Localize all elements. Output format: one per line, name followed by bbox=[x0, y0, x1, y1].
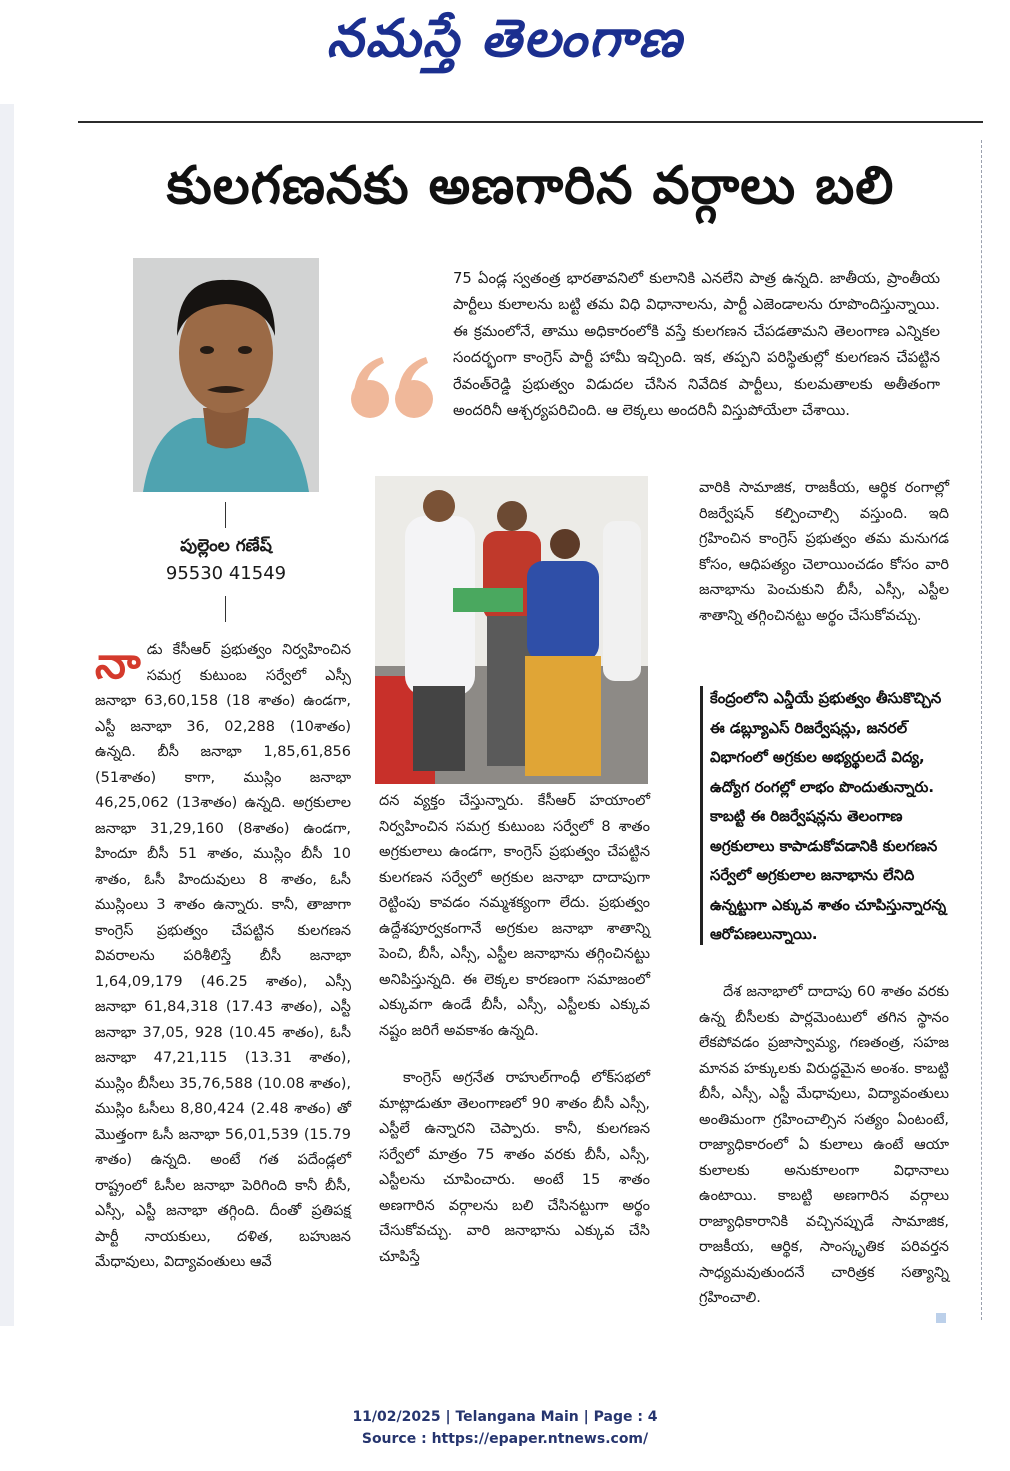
byline-rule-top bbox=[225, 502, 226, 528]
column-3-paragraph-1: వారికి సామాజిక, రాజకీయ, ఆర్థిక రంగాల్లో రిజర్వేషన్ కల్పించాల్సి వస్తుంది. ఇది గ్రహించిన కాంగ్రెస్ ప్రభుత్వం తమ మనుగడ కోసం, ఆధిపత్యం చెలాయించడం కోసం వారి జనాభాను పెంచుకుని బీసీ, ఎస్సీ, ఎస్టీల శాతాన్ని తగ్గించినట్టు అర్థం చేసుకోవచ్చు. bbox=[699, 480, 949, 624]
survey-scene-image bbox=[375, 476, 648, 784]
newspaper-masthead: నమస్తే తెలంగాణ bbox=[326, 8, 684, 69]
column-2-paragraph-1: దన వ్యక్తం చేస్తున్నారు. కేసీఆర్ హయాంలో నిర్వహించిన సమగ్ర కుటుంబ సర్వేలో 8 శాతం అగ్రకులాలు ఉండగా, కాంగ్రెస్ ప్రభుత్వం చేపట్టిన కులగణన సర్వేలో అగ్రకుల జనాభా దాదాపుగా రెట్టింపు కావడం నమ్మశక్యంగా లేదు. ప్రభుత్వం ఉద్దేశపూర్వకంగానే అగ్రకుల జనాభా శాతాన్ని పెంచి, బీసీ, ఎస్సీ, ఎస్టీల జనాభాను తగ్గించినట్టు అనిపిస్తున్నది. ఈ లెక్కల కారణంగా సమాజంలో ఎక్కువగా ఉండే బీసీ, ఎస్సీ, ఎస్టీలకు ఎక్కువ నష్టం జరిగే అవకాశం ఉన్నది. bbox=[379, 793, 650, 1039]
article-headline: కులగణనకు అణగారిన వర్గాలు బలి bbox=[166, 156, 895, 216]
article-column-1 bbox=[95, 638, 351, 1276]
pull-quote: కేంద్రంలోని ఎన్డీయే ప్రభుత్వం తీసుకొచ్చిన ఈ డబ్ల్యూఎస్ రిజర్వేషన్లు, జనరల్ విభాగంలో అగ్రకుల అభ్యర్థులదే విద్య, ఉద్యోగ రంగల్లో లాభం పొందుతున్నారు. కాబట్టి ఈ రిజర్వేషన్లను తెలంగాణ అగ్రకులాలు కాపాడుకోవడానికి కులగణన సర్వేలో అగ్రకులాల జనాభాను లేనిది ఉన్నట్టుగా ఎక్కువ శాతం చూపిస్తున్నారన్న ఆరోపణలున్నాయి. bbox=[710, 690, 947, 943]
article-column-3-top bbox=[699, 476, 949, 629]
drop-cap: నా bbox=[95, 638, 141, 689]
article-column-2 bbox=[379, 789, 650, 1270]
author-photo bbox=[133, 258, 319, 492]
author-name: పుల్లెంల గణేష్ bbox=[180, 536, 272, 556]
byline-rule-bottom bbox=[225, 596, 226, 622]
author-phone: 95530 41549 bbox=[165, 563, 287, 584]
column-2-paragraph-2: కాంగ్రెస్ అగ్రనేత రాహుల్‌గాంధీ లోక్‌సభలో మాట్లాడుతూ తెలంగాణలో 90 శాతం బీసీ ఎస్సీ, ఎస్టీలే ఉన్నారని చెప్పారు. కానీ, కులగణన సర్వేలో మాత్రం 75 శాతం వరకు బీసీ, ఎస్సీ, ఎస్టీలను చూపించారు. అంటే 15 శాతం అణగారిన వర్గాలను బలి చేసినట్టుగా అర్థం చేసుకోవచ్చు. వారి జనాభాను ఎక్కువ చేసి చూపిస్తే bbox=[379, 1070, 650, 1265]
page-footer bbox=[0, 1406, 1010, 1450]
article-column-3-bottom bbox=[699, 980, 949, 1312]
column-guide-line bbox=[981, 140, 983, 1320]
column-1-paragraph bbox=[95, 638, 351, 1276]
author-byline bbox=[133, 502, 319, 588]
article-end-mark bbox=[936, 1313, 946, 1323]
column-3-paragraph-2: దేశ జనాభాలో దాదాపు 60 శాతం వరకు ఉన్న బీసీలకు పార్లమెంటులో తగిన స్థానం లేకపోవడం ప్రజాస్వామ్య, గణతంత్ర, సహజ మానవ హక్కులకు విరుద్ధమైన అంశం. కాబట్టి బీసీ, ఎస్సీ, ఎస్టీ మేధావులు, విద్యావంతులు అంతిమంగా గ్రహించాల్సిన సత్యం ఏంటంటే, రాజ్యాధికారంలో ఏ కులాలు ఉంటే ఆయా కులాలకు అనుకూలంగా విధానాలు ఉంటాయి. కాబట్టి అణగారిన వర్గాలు రాజ్యాధికారానికి వచ్చినప్పుడే సామాజిక, రాజకీయ, ఆర్థిక, సాంస్కృతిక పరివర్తన సాధ్యమవుతుందనే చారిత్రక సత్యాన్ని గ్రహించాలి. bbox=[699, 984, 949, 1306]
footer-source-link[interactable]: Source : https://epaper.ntnews.com/ bbox=[361, 1431, 649, 1447]
footer-edition-info: 11/02/2025 | Telangana Main | Page : 4 bbox=[352, 1409, 658, 1425]
article-intro bbox=[453, 266, 940, 424]
page-edge-strip bbox=[0, 104, 14, 1326]
survey-field-photo bbox=[375, 476, 648, 784]
author-portrait-image bbox=[133, 258, 319, 492]
header-rule bbox=[78, 121, 983, 123]
column-1-text: డు కేసీఆర్ ప్రభుత్వం నిర్వహించిన సమగ్ర కుటుంబ సర్వేలో ఎస్సీ జనాభా 63,60,158 (18 శాతం) ఉండగా, ఎస్టీ జనాభా 36, 02,288 (10శాతం) ఉన్నది. బీసీ జనాభా 1,85,61,856 (51శాతం) కాగా, ముస్లిం జనాభా 46,25,062 (13శాతం) ఉన్నది. అగ్రకులాల జనాభా 31,29,160 (8శాతం) ఉండగా, హిందూ బీసీ 51 శాతం, ముస్లిం బీసీ 10 శాతం, ఓసీ హిందువులు 8 శాతం, ఓసీ ముస్లింలు 3 శాతం ఉన్నారు. కానీ, తాజాగా కాంగ్రెస్ ప్రభుత్వం చేపట్టిన కులగణన వివరాలను పరిశీలిస్తే బీసీ జనాభా 1,64,09,179 (46.25 శాతం), ఎస్సీ జనాభా 61,84,318 (17.43 శాతం), ఎస్టీ జనాభా 37,05, 928 (10.45 శాతం), ఓసీ జనాభా 47,21,115 (13.31 శాతం), ముస్లిం బీసీలు 35,76,588 (10.08 శాతం), ముస్లిం ఓసీలు 8,80,424 (2.48 శాతం) తో మొత్తంగా ఓసీ జనాభా 56,01,539 (15.79 శాతం) ఉన్నది. అంటే గత పదేండ్లలో రాష్ట్రంలో ఓసీల జనాభా పెరిగింది కానీ బీసీ, ఎస్సీ, ఎస్టీ జనాభా తగ్గింది. దీంతో ప్రతిపక్ష పార్టీ నాయకులు, దళిత, బహుజన మేధావులు, విద్యావంతులు ఆవే bbox=[95, 642, 351, 1270]
intro-paragraph: 75 ఏండ్ల స్వతంత్ర భారతావనిలో కులానికి ఎనలేని పాత్ర ఉన్నది. జాతీయ, ప్రాంతీయ పార్టీలు కులాలను బట్టి తమ విధి విధానాలను, పార్టీ ఎజెండాలను రూపొందిస్తున్నాయి. ఈ క్రమంలోనే, తాము అధికారంలోకి వస్తే కులగణన చేపడతామని తెలంగాణ ఎన్నికల సందర్భంగా కాంగ్రెస్ పార్టీ హామీ ఇచ్చింది. ఇక, తప్పని పరిస్థితుల్లో కులగణన చేపట్టిన రేవంత్‌రెడ్డి ప్రభుత్వం విడుదల చేసిన నివేదిక పార్టీలు, కులమతాలకు అతీతంగా అందరినీ ఆశ్చర్యపరిచింది. ఆ లెక్కలు అందరినీ విస్తుపోయేలా చేశాయి. bbox=[453, 270, 940, 420]
quote-marks-icon bbox=[348, 330, 440, 400]
pull-quote-bar bbox=[700, 686, 703, 945]
